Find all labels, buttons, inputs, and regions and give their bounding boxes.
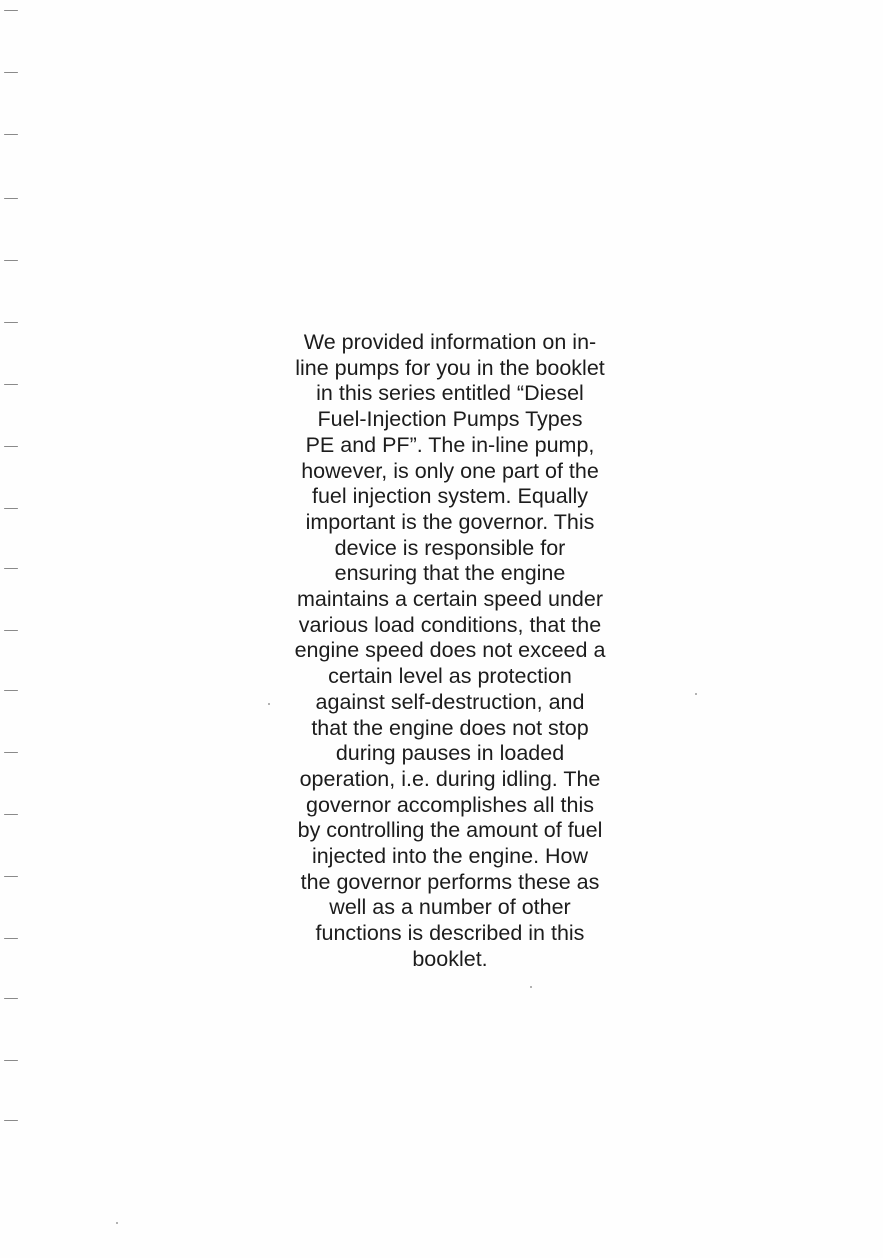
paragraph-line: booklet. xyxy=(412,946,488,971)
binding-mark xyxy=(4,998,18,999)
binding-mark xyxy=(4,1060,18,1061)
paragraph-line: governor accomplishes all this xyxy=(306,792,594,817)
paragraph-line: Fuel-Injection Pumps Types xyxy=(317,407,583,432)
paragraph-line: by controlling the amount of fuel xyxy=(297,818,603,843)
paragraph-line: fuel injection system. Equally xyxy=(311,484,589,509)
binding-mark xyxy=(4,10,18,11)
binding-mark xyxy=(4,446,18,447)
paragraph-line: maintains a certain speed under xyxy=(297,587,603,612)
binding-mark xyxy=(4,814,18,815)
binding-mark xyxy=(4,690,18,691)
binding-mark xyxy=(4,134,18,135)
binding-mark xyxy=(4,568,18,569)
scan-speck xyxy=(695,693,697,695)
paragraph-line: the governor performs these as xyxy=(300,869,600,894)
binding-mark xyxy=(4,384,18,385)
scan-speck xyxy=(116,1222,118,1224)
binding-mark xyxy=(4,630,18,631)
scan-speck xyxy=(530,986,532,988)
paragraph-line: against self-destruction, and xyxy=(315,689,585,714)
paragraph-line: however, is only one part of the xyxy=(301,458,599,483)
binding-mark xyxy=(4,198,18,199)
binding-hole-marks xyxy=(4,0,24,1258)
paragraph-line: operation, i.e. during idling. The xyxy=(299,766,601,791)
intro-paragraph xyxy=(255,330,645,973)
binding-mark xyxy=(4,508,18,509)
paragraph-line: various load conditions, that the xyxy=(298,612,602,637)
binding-mark xyxy=(4,260,18,261)
paragraph-line: engine speed does not exceed a xyxy=(294,638,606,663)
paragraph-line: line pumps for you in the booklet xyxy=(295,355,605,380)
paragraph-line: PE and PF”. The in-line pump, xyxy=(305,432,595,457)
paragraph-line: in this series entitled “Diesel xyxy=(316,381,584,406)
paragraph-line: We provided information on in- xyxy=(303,330,597,354)
paragraph-line: certain level as protection xyxy=(328,664,572,689)
binding-mark xyxy=(4,1120,18,1121)
paragraph-line: device is responsible for xyxy=(334,535,566,560)
binding-mark xyxy=(4,876,18,877)
binding-mark xyxy=(4,752,18,753)
paragraph-line: functions is described in this xyxy=(315,921,585,946)
binding-mark xyxy=(4,72,18,73)
paragraph-line: ensuring that the engine xyxy=(334,561,566,586)
binding-mark xyxy=(4,938,18,939)
paragraph-line: injected into the engine. How xyxy=(311,844,589,869)
paragraph-line: during pauses in loaded xyxy=(335,741,565,766)
paragraph-line: well as a number of other xyxy=(329,895,571,920)
binding-mark xyxy=(4,322,18,323)
paragraph-line: that the engine does not stop xyxy=(311,715,589,740)
paragraph-line: important is the governor. This xyxy=(305,509,595,534)
